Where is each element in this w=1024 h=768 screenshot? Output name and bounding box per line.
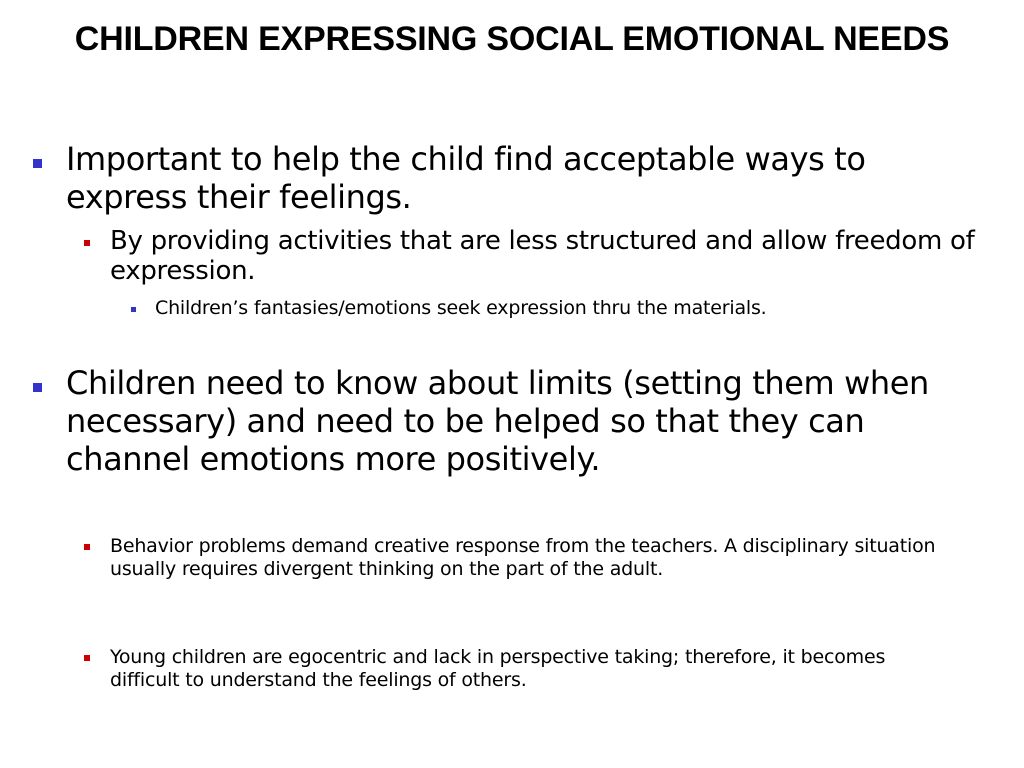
square-bullet-icon — [33, 159, 42, 168]
sub-sub-bullet-text: Children’s fantasies/emotions seek expression thru the materials. — [155, 297, 767, 319]
square-bullet-icon — [84, 544, 90, 550]
bullet-item-1 — [30, 140, 990, 216]
sub-bullet-text: By providing activities that are less structured and allow freedom of expression. — [110, 226, 975, 286]
slide-title: CHILDREN EXPRESSING SOCIAL EMOTIONAL NEEDS — [74, 20, 950, 58]
square-bullet-icon — [84, 240, 90, 246]
bullet-text: Important to help the child find acceptable ways to express their feelings. — [66, 140, 866, 216]
sub-bullet-item-2-2 — [80, 646, 960, 692]
square-bullet-icon — [131, 307, 136, 312]
square-bullet-icon — [33, 383, 42, 392]
sub-sub-bullet-item-1-1-1 — [128, 297, 988, 320]
square-bullet-icon — [84, 655, 90, 661]
sub-bullet-text: Behavior problems demand creative response from the teachers. A disciplinary situation usually requires divergent thinking on the part of the adult. — [110, 535, 936, 580]
bullet-text: Children need to know about limits (setting them when necessary) and need to be helped so that they can channel emotions more positively. — [66, 364, 929, 478]
bullet-item-2 — [30, 364, 950, 478]
sub-bullet-item-2-1 — [80, 535, 960, 581]
sub-bullet-item-1-1 — [80, 226, 980, 286]
sub-bullet-text: Young children are egocentric and lack in perspective taking; therefore, it becomes difficult to understand the feelings of others. — [110, 646, 886, 691]
